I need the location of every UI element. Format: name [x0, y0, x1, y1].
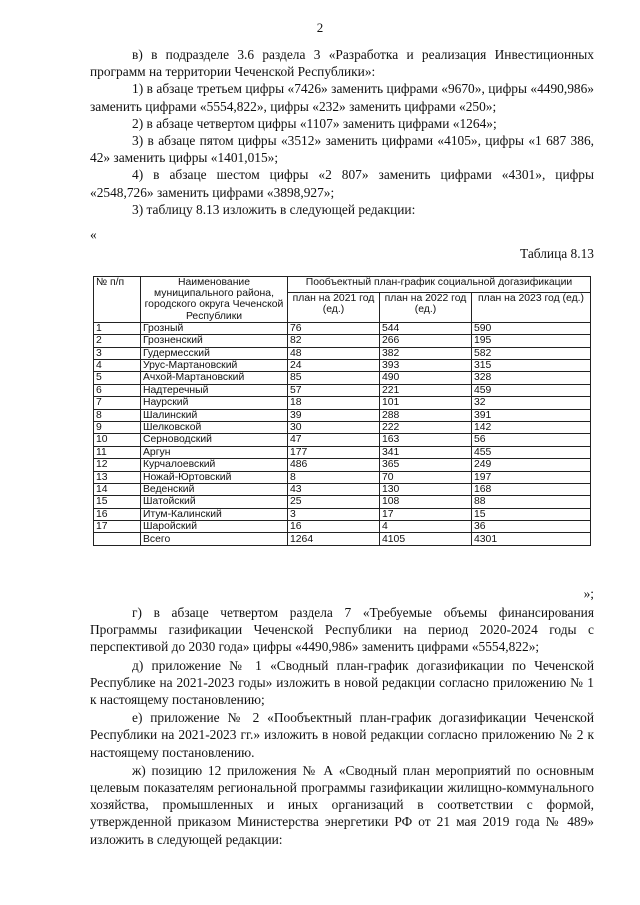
table-row [94, 372, 591, 384]
cell-2021: 85 [288, 372, 380, 384]
cell-2021: 24 [288, 359, 380, 371]
cell-2023: 197 [472, 471, 591, 483]
table-row [94, 409, 591, 421]
cell-number: 11 [94, 446, 141, 458]
cell-2023: 168 [472, 483, 591, 495]
table-row [94, 483, 591, 495]
cell-district: Грозненский [141, 335, 288, 347]
table-row [94, 471, 591, 483]
table-row [94, 434, 591, 446]
cell-number: 5 [94, 372, 141, 384]
cell-district: Ачхой-Мартановский [141, 372, 288, 384]
cell-district: Надтеречный [141, 384, 288, 396]
cell-2022: 222 [380, 421, 472, 433]
cell-2022: 382 [380, 347, 472, 359]
cell-2021: 39 [288, 409, 380, 421]
cell-district: Шалинский [141, 409, 288, 421]
header-plan-group: Пообъектный план-график социальной догазификации [288, 277, 591, 293]
header-2023: план на 2023 год (ед.) [472, 292, 591, 322]
table-total-row [94, 533, 591, 545]
cell-2022: 490 [380, 372, 472, 384]
cell-district: Наурский [141, 397, 288, 409]
cell-2021: 177 [288, 446, 380, 458]
table-row [94, 359, 591, 371]
cell-number: 15 [94, 496, 141, 508]
page-number: 2 [316, 20, 324, 35]
cell-district: Шатойский [141, 496, 288, 508]
table-row [94, 521, 591, 533]
paragraph-v1: 1) в абзаце третьем цифры «7426» заменить цифрами «9670», цифры «4490,986» заменить цифрами «5554,822», цифры «232» заменить цифрами «250»; [90, 81, 594, 114]
cell-2021: 25 [288, 496, 380, 508]
cell-district: Урус-Мартановский [141, 359, 288, 371]
table-body [94, 322, 591, 545]
cell-2022: 70 [380, 471, 472, 483]
cell-2023: 142 [472, 421, 591, 433]
cell-2022: 17 [380, 508, 472, 520]
cell-2023: 88 [472, 496, 591, 508]
cell-number: 6 [94, 384, 141, 396]
table-row [94, 384, 591, 396]
cell-2022: 544 [380, 322, 472, 334]
table-row [94, 397, 591, 409]
paragraph-e: е) приложение № 2 «Пообъектный план-график догазификации Чеченской Республики на 2021-2023 гг.» изложить в новой редакции согласно приложению № 2 к настоящему постановлению. [90, 710, 594, 760]
cell-district: Ножай-Юртовский [141, 471, 288, 483]
paragraph-d: д) приложение № 1 «Сводный план-график догазификации по Чеченской Республике на 2021-2023 годы» изложить в новой редакции согласно приложению № 1 к настоящему постановлению; [90, 657, 594, 708]
cell-2022: 4 [380, 521, 472, 533]
cell-2023: 315 [472, 359, 591, 371]
cell-2023: 590 [472, 322, 591, 334]
cell-2023: 328 [472, 372, 591, 384]
cell-2022: 341 [380, 446, 472, 458]
paragraph-v5: 3) таблицу 8.13 изложить в следующей редакции: [132, 201, 416, 217]
cell-2022: 101 [380, 397, 472, 409]
cell-2021: 57 [288, 384, 380, 396]
paragraph-g: г) в абзаце четвертом раздела 7 «Требуемые объемы финансирования Программы газификации Чеченской Республики на период 2020-2024 годы с перспективой до 2030 года» цифры «4490,986» заменить цифрами «5554,822»; [90, 605, 594, 655]
cell-number: 7 [94, 397, 141, 409]
cell-2023: 391 [472, 409, 591, 421]
quote-open-mark: « [90, 227, 97, 242]
cell-2021: 16 [288, 521, 380, 533]
cell-number: 1 [94, 322, 141, 334]
cell-2021: 82 [288, 335, 380, 347]
cell-empty [94, 533, 141, 545]
table-row [94, 322, 591, 334]
cell-number: 9 [94, 421, 141, 433]
cell-district: Шаройский [141, 521, 288, 533]
cell-2021: 486 [288, 459, 380, 471]
cell-2022: 221 [380, 384, 472, 396]
cell-2021: 48 [288, 347, 380, 359]
cell-number: 4 [94, 359, 141, 371]
cell-2022: 130 [380, 483, 472, 495]
cell-number: 14 [94, 483, 141, 495]
cell-total-2022: 4105 [380, 533, 472, 545]
cell-number: 13 [94, 471, 141, 483]
cell-2021: 76 [288, 322, 380, 334]
cell-2023: 15 [472, 508, 591, 520]
cell-2021: 8 [288, 471, 380, 483]
header-number: № п/п [94, 277, 141, 323]
cell-district: Курчалоевский [141, 459, 288, 471]
cell-district: Грозный [141, 322, 288, 334]
cell-2023: 195 [472, 335, 591, 347]
paragraph-v: в) в подразделе 3.6 раздела 3 «Разработка и реализация Инвестиционных программ на территории Чеченской Республики»: [90, 47, 594, 80]
table-row [94, 347, 591, 359]
paragraph-v2: 2) в абзаце четвертом цифры «1107» заменить цифрами «1264»; [132, 115, 497, 131]
cell-2022: 365 [380, 459, 472, 471]
table-row [94, 496, 591, 508]
table-row [94, 421, 591, 433]
cell-number: 10 [94, 434, 141, 446]
cell-number: 17 [94, 521, 141, 533]
table-row [94, 335, 591, 347]
gasification-table [93, 276, 591, 546]
header-2022: план на 2022 год (ед.) [380, 292, 472, 322]
cell-2021: 18 [288, 397, 380, 409]
cell-district: Шелковской [141, 421, 288, 433]
cell-district: Аргун [141, 446, 288, 458]
cell-number: 3 [94, 347, 141, 359]
cell-total-2021: 1264 [288, 533, 380, 545]
paragraph-v4: 4) в абзаце шестом цифры «2 807» заменить цифрами «4301», цифры «2548,726» заменить цифрами «3898,927»; [90, 167, 594, 200]
cell-2022: 163 [380, 434, 472, 446]
cell-2023: 455 [472, 446, 591, 458]
cell-number: 12 [94, 459, 141, 471]
table-row [94, 508, 591, 520]
cell-district: Гудермесский [141, 347, 288, 359]
cell-2022: 288 [380, 409, 472, 421]
cell-2021: 3 [288, 508, 380, 520]
cell-2023: 32 [472, 397, 591, 409]
cell-number: 8 [94, 409, 141, 421]
cell-2023: 56 [472, 434, 591, 446]
cell-total-2023: 4301 [472, 533, 591, 545]
header-2021: план на 2021 год (ед.) [288, 292, 380, 322]
cell-2021: 47 [288, 434, 380, 446]
cell-2023: 582 [472, 347, 591, 359]
table-row [94, 446, 591, 458]
closing-text [90, 604, 594, 849]
cell-2022: 108 [380, 496, 472, 508]
table-row [94, 459, 591, 471]
cell-2021: 43 [288, 483, 380, 495]
cell-number: 16 [94, 508, 141, 520]
cell-2021: 30 [288, 421, 380, 433]
cell-district: Итум-Калинский [141, 508, 288, 520]
cell-number: 2 [94, 335, 141, 347]
cell-district: Серноводский [141, 434, 288, 446]
cell-2022: 266 [380, 335, 472, 347]
cell-total-label: Всего [141, 533, 288, 545]
paragraph-zh: ж) позицию 12 приложения № А «Сводный план мероприятий по основным целевым показателям региональной программы газификации жилищно-коммунального хозяйства, промышленных и иных организаций в соответствии с формой, утвержденной приказом Министерства энергетики РФ от 21 мая 2019 года № 489» изложить в следующей редакции: [90, 762, 594, 847]
quote-close-mark: »; [583, 586, 594, 601]
table-caption: Таблица 8.13 [519, 246, 594, 261]
intro-text [90, 46, 594, 218]
cell-district: Веденский [141, 483, 288, 495]
header-district: Наименование муниципального района, городского округа Чеченской Республики [141, 277, 288, 323]
paragraph-v3: 3) в абзаце пятом цифры «3512» заменить цифрами «4105», цифры «1 687 386, 42» заменить цифры «1401,015»; [90, 133, 594, 166]
cell-2023: 36 [472, 521, 591, 533]
cell-2023: 459 [472, 384, 591, 396]
cell-2022: 393 [380, 359, 472, 371]
cell-2023: 249 [472, 459, 591, 471]
